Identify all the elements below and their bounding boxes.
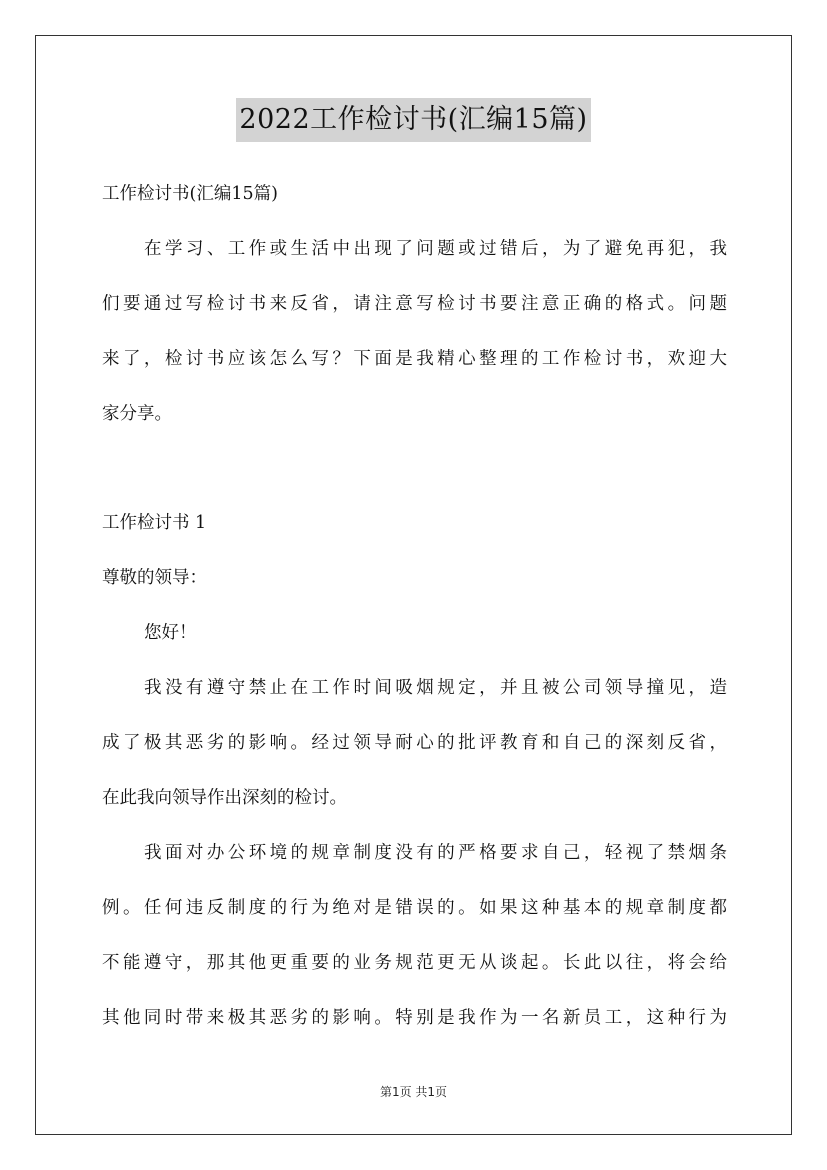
greeting: 您好！ [144, 623, 197, 643]
document-body [102, 176, 727, 1037]
page-number: 第1页 共1页 [379, 1085, 448, 1099]
intro-line: 家分享。 [102, 404, 172, 424]
page-footer [0, 1083, 827, 1100]
paragraph-line: 成了极其恶劣的影响。经过领导耐心的批评教育和自己的深刻反省， [102, 733, 727, 753]
salutation: 尊敬的领导： [102, 568, 207, 588]
paragraph-line: 在此我向领导作出深刻的检讨。 [102, 788, 347, 808]
intro-line: 们要通过写检讨书来反省，请注意写检讨书要注意正确的格式。问题 [102, 294, 727, 314]
section-heading: 工作检讨书 1 [102, 513, 207, 533]
intro-line: 在学习、工作或生活中出现了问题或过错后，为了避免再犯，我 [144, 239, 727, 259]
paragraph-line: 我面对办公环境的规章制度没有的严格要求自己，轻视了禁烟条 [144, 843, 727, 863]
document-title: 2022工作检讨书(汇编15篇) [236, 98, 590, 142]
title-container [0, 98, 827, 142]
document-subtitle: 工作检讨书(汇编15篇) [102, 184, 278, 204]
paragraph-line: 例。任何违反制度的行为绝对是错误的。如果这种基本的规章制度都 [102, 898, 727, 918]
paragraph-line: 其他同时带来极其恶劣的影响。特别是我作为一名新员工，这种行为 [102, 1008, 727, 1028]
paragraph-line: 不能遵守，那其他更重要的业务规范更无从谈起。长此以往，将会给 [102, 953, 727, 973]
intro-line: 来了，检讨书应该怎么写？下面是我精心整理的工作检讨书，欢迎大 [102, 349, 727, 369]
paragraph-line: 我没有遵守禁止在工作时间吸烟规定，并且被公司领导撞见，造 [144, 678, 727, 698]
